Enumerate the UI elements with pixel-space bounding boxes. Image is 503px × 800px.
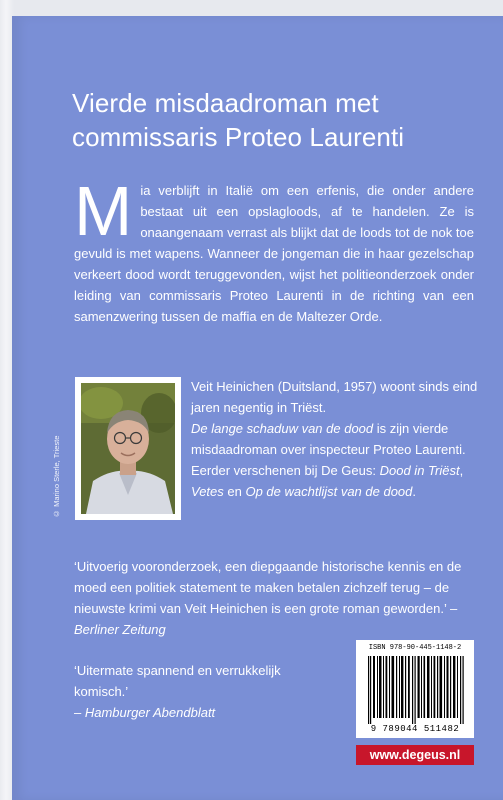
bio-book-3: Op de wachtlijst van de dood (245, 484, 413, 499)
bio-separator-2: en (223, 484, 246, 499)
barcode-icon (366, 656, 466, 724)
review-quote-2-text: ‘Uitermate spannend en verrukkelijk komisch.’ (74, 663, 281, 699)
bio-end: . (412, 484, 417, 499)
author-portrait-image (81, 383, 175, 514)
blurb-paragraph (74, 172, 474, 327)
heading-line-1: Vierde misdaadroman met (72, 88, 379, 118)
bio-book-2: Vetes (191, 484, 224, 499)
bio-separator-1: , (459, 463, 464, 478)
author-bio (191, 376, 481, 502)
review-quote-1-source: Berliner Zeitung (74, 622, 166, 637)
bio-text: is zijn vierde misdaadroman over inspecteur Proteo Laurenti. Eerder verschenen bij De Geus: (191, 421, 466, 478)
author-photo (81, 383, 175, 514)
author-photo-frame (75, 377, 181, 520)
barcode-digits: 9 789044 511482 (370, 724, 460, 734)
review-quote-2-source: Hamburger Abendblatt (84, 705, 216, 720)
bio-book-1: Dood in Triëst (379, 463, 460, 478)
cover-heading (72, 86, 482, 154)
blurb-text: ia verblijft in Italië om een erfenis, die onder andere bestaat uit een opslagloods, af te handelen. Ze is onaangenaam verrast als blijkt dat de loods tot de nok toe gevuld is met wapens. Wanneer de jongeman die in haar gezelschap verkeert dood wordt teruggevonden, wijst het politieonderzoek onder leiding van commissaris Proteo Laurenti in de richting van een samenzwering tussen de maffia en de Maltezer Orde. (74, 183, 474, 324)
review-quote-1 (74, 556, 484, 640)
review-quote-1-text: ‘Uitvoerig vooronderzoek, een diepgaande historische kennis en de moed een politiek statement te maken betalen zichzelf terug – de nieuwste krimi van Veit Heinichen is een grote roman geworden.’ – (74, 559, 462, 616)
barcode-box (356, 640, 474, 738)
review-quote-2 (74, 660, 334, 723)
review-quote-2-attribution (74, 702, 334, 723)
heading-line-2: commissaris Proteo Laurenti (72, 122, 405, 152)
photo-credit: © Marino Sterle, Trieste (52, 435, 61, 518)
bio-intro: Veit Heinichen (Duitsland, 1957) woont sinds eind jaren negentig in Triëst. (191, 379, 478, 415)
isbn-label: ISBN 978-90-445-1148-2 (368, 644, 462, 652)
review-quote-2-dash: – (74, 705, 85, 720)
drop-cap: M (74, 172, 133, 250)
publisher-url: www.degeus.nl (356, 745, 474, 765)
bio-book-title: De lange schaduw van de dood (191, 421, 374, 436)
